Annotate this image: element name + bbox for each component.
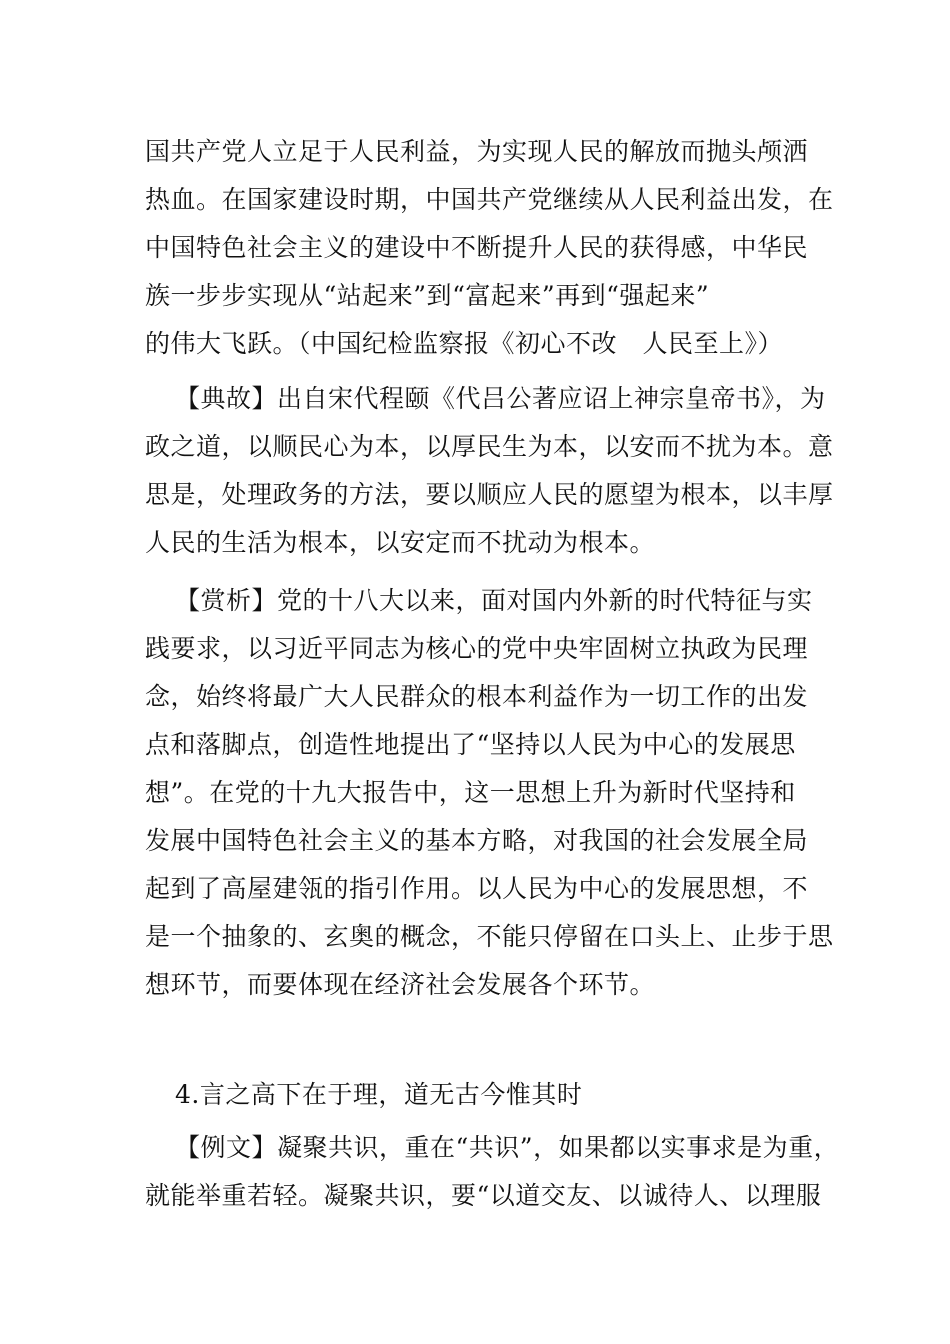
paragraph-line: 思是，处理政务的方法，要以顺应人民的愿望为根本，以丰厚 xyxy=(145,480,834,509)
paragraph-line: 想”。在党的十九大报告中，这一思想上升为新时代坚持和 xyxy=(145,778,796,807)
paragraph-line: 念，始终将最广大人民群众的根本利益作为一切工作的出发 xyxy=(145,682,809,711)
paragraph-line: 中国特色社会主义的建设中不断提升人民的获得感，中华民 xyxy=(145,233,809,262)
paragraph-line: 热血。在国家建设时期，中国共产党继续从人民利益出发，在 xyxy=(145,185,834,214)
paragraph-line: 国共产党人立足于人民利益，为实现人民的解放而抛头颅洒 xyxy=(145,137,809,166)
paragraph-line: 族一步步实现从“站起来”到“富起来”再到“强起来” xyxy=(145,281,710,310)
paragraph-line: 发展中国特色社会主义的基本方略，对我国的社会发展全局 xyxy=(145,826,809,855)
paragraph-line: 的伟大飞跃。（中国纪检监察报《初心不改 人民至上》） xyxy=(145,329,784,358)
section-heading: 4.言之高下在于理，道无古今惟其时 xyxy=(175,1080,583,1109)
paragraph-3 xyxy=(145,577,834,1009)
paragraph-line: 践要求，以习近平同志为核心的党中央牢固树立执政为民理 xyxy=(145,634,809,663)
paragraph-line: 【典故】出自宋代程颐《代吕公著应诏上神宗皇帝书》，为 xyxy=(175,384,826,413)
paragraph-line: 【例文】凝聚共识，重在“共识”，如果都以实事求是为重， xyxy=(175,1133,840,1162)
paragraph-line: 是一个抽象的、玄奥的概念，不能只停留在口头上、止步于思 xyxy=(145,922,834,951)
section-heading-block xyxy=(145,1071,815,1119)
paragraph-line: 想环节，而要体现在经济社会发展各个环节。 xyxy=(145,970,656,999)
paragraph-line: 【赏析】党的十八大以来，面对国内外新的时代特征与实 xyxy=(175,586,813,615)
paragraph-line: 起到了高屋建瓴的指引作用。以人民为中心的发展思想，不 xyxy=(145,874,809,903)
paragraph-line: 人民的生活为根本，以安定而不扰动为根本。 xyxy=(145,528,656,557)
paragraph-4 xyxy=(145,1124,840,1220)
paragraph-2 xyxy=(145,375,834,567)
paragraph-1 xyxy=(145,128,834,368)
paragraph-line: 就能举重若轻。凝聚共识，要“以道交友、以诚待人、以理服 xyxy=(145,1181,822,1210)
paragraph-line: 政之道，以顺民心为本，以厚民生为本，以安而不扰为本。意 xyxy=(145,432,834,461)
paragraph-line: 点和落脚点，创造性地提出了“坚持以人民为中心的发展思 xyxy=(145,730,796,759)
